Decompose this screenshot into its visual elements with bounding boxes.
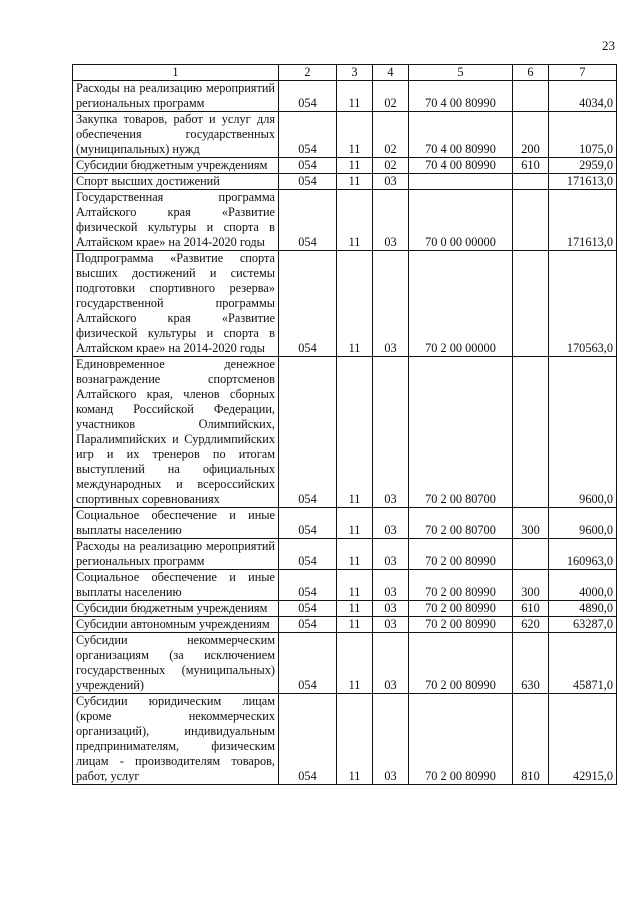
expense-type-code: 300 [513,508,549,539]
expense-name: Субсидии юридическим лицам (кроме некоммерческих организаций), индивидуальным предпринимателям, физическим лицам - производителям товаров, работ, услуг [73,694,279,785]
target-article-code: 70 2 00 80990 [409,539,513,570]
target-article-code: 70 2 00 00000 [409,251,513,357]
expense-type-code: 300 [513,570,549,601]
amount: 171613,0 [549,190,617,251]
expense-type-code: 610 [513,158,549,174]
subsection-code: 02 [373,112,409,158]
expense-type-code: 810 [513,694,549,785]
target-article-code: 70 2 00 80700 [409,508,513,539]
subsection-code: 03 [373,633,409,694]
department-code: 054 [279,633,337,694]
expense-name: Субсидии автономным учреждениям [73,617,279,633]
department-code: 054 [279,601,337,617]
expense-name: Единовременное денежное вознаграждение спортсменов Алтайского края, членов сборных команд Российской Федерации, участников Олимпийских, Паралимпийских и Сурдлимпийских игр и их тренеров по итогам выступлений на официальных международных и всероссийских спортивных соревнованиях [73,357,279,508]
amount: 63287,0 [549,617,617,633]
table-row [73,694,617,785]
header-col-3: 3 [337,65,373,81]
section-code: 11 [337,570,373,601]
expense-type-code: 200 [513,112,549,158]
amount: 160963,0 [549,539,617,570]
target-article-code: 70 2 00 80990 [409,694,513,785]
table-row [73,357,617,508]
department-code: 054 [279,357,337,508]
expense-name: Расходы на реализацию мероприятий региональных программ [73,81,279,112]
table-row [73,601,617,617]
amount: 171613,0 [549,174,617,190]
table-row [73,112,617,158]
department-code: 054 [279,81,337,112]
expense-type-code [513,357,549,508]
expense-name: Подпрограмма «Развитие спорта высших достижений и системы подготовки спортивного резерва» государственной программы Алтайского края «Развитие физической культуры и спорта в Алтайском крае» на 2014-2020 годы [73,251,279,357]
amount: 2959,0 [549,158,617,174]
amount: 170563,0 [549,251,617,357]
department-code: 054 [279,570,337,601]
table-row [73,570,617,601]
department-code: 054 [279,694,337,785]
expense-name: Социальное обеспечение и иные выплаты населению [73,508,279,539]
target-article-code: 70 4 00 80990 [409,158,513,174]
subsection-code: 03 [373,174,409,190]
section-code: 11 [337,539,373,570]
expense-name: Субсидии бюджетным учреждениям [73,601,279,617]
subsection-code: 03 [373,539,409,570]
subsection-code: 03 [373,570,409,601]
section-code: 11 [337,112,373,158]
section-code: 11 [337,508,373,539]
expense-name: Субсидии бюджетным учреждениям [73,158,279,174]
section-code: 11 [337,617,373,633]
expense-type-code [513,539,549,570]
header-col-5: 5 [409,65,513,81]
section-code: 11 [337,694,373,785]
target-article-code: 70 4 00 80990 [409,112,513,158]
expense-type-code: 630 [513,633,549,694]
subsection-code: 03 [373,601,409,617]
amount: 4890,0 [549,601,617,617]
department-code: 054 [279,617,337,633]
subsection-code: 03 [373,251,409,357]
section-code: 11 [337,190,373,251]
table-row [73,81,617,112]
expense-name: Социальное обеспечение и иные выплаты населению [73,570,279,601]
subsection-code: 03 [373,694,409,785]
section-code: 11 [337,357,373,508]
table-row [73,633,617,694]
subsection-code: 03 [373,617,409,633]
table-row [73,190,617,251]
header-col-2: 2 [279,65,337,81]
amount: 45871,0 [549,633,617,694]
expense-type-code [513,190,549,251]
header-col-1: 1 [73,65,279,81]
department-code: 054 [279,174,337,190]
expense-name: Спорт высших достижений [73,174,279,190]
subsection-code: 03 [373,357,409,508]
header-col-6: 6 [513,65,549,81]
table-row [73,508,617,539]
section-code: 11 [337,174,373,190]
department-code: 054 [279,190,337,251]
expense-type-code: 610 [513,601,549,617]
department-code: 054 [279,251,337,357]
expense-name: Субсидии некоммерческим организациям (за исключением государственных (муниципальных) учреждений) [73,633,279,694]
budget-table [72,64,617,785]
expense-name: Расходы на реализацию мероприятий региональных программ [73,539,279,570]
target-article-code: 70 4 00 80990 [409,81,513,112]
table-row [73,617,617,633]
expense-type-code: 620 [513,617,549,633]
amount: 9600,0 [549,508,617,539]
department-code: 054 [279,508,337,539]
target-article-code: 70 2 00 80700 [409,357,513,508]
target-article-code: 70 2 00 80990 [409,617,513,633]
amount: 9600,0 [549,357,617,508]
table-row [73,174,617,190]
expense-name: Закупка товаров, работ и услуг для обеспечения государственных (муниципальных) нужд [73,112,279,158]
department-code: 054 [279,112,337,158]
subsection-code: 02 [373,158,409,174]
section-code: 11 [337,81,373,112]
header-col-7: 7 [549,65,617,81]
table-row [73,539,617,570]
section-code: 11 [337,158,373,174]
subsection-code: 02 [373,81,409,112]
header-row [73,65,617,81]
department-code: 054 [279,158,337,174]
page-number: 23 [602,38,615,53]
table-row [73,251,617,357]
target-article-code: 70 2 00 80990 [409,570,513,601]
section-code: 11 [337,251,373,357]
header-col-4: 4 [373,65,409,81]
amount: 1075,0 [549,112,617,158]
section-code: 11 [337,601,373,617]
subsection-code: 03 [373,190,409,251]
target-article-code [409,174,513,190]
amount: 42915,0 [549,694,617,785]
amount: 4000,0 [549,570,617,601]
target-article-code: 70 2 00 80990 [409,601,513,617]
expense-name: Государственная программа Алтайского края «Развитие физической культуры и спорта в Алтайском крае» на 2014-2020 годы [73,190,279,251]
expense-type-code [513,251,549,357]
table-row [73,158,617,174]
target-article-code: 70 2 00 80990 [409,633,513,694]
target-article-code: 70 0 00 00000 [409,190,513,251]
section-code: 11 [337,633,373,694]
department-code: 054 [279,539,337,570]
expense-type-code [513,81,549,112]
subsection-code: 03 [373,508,409,539]
amount: 4034,0 [549,81,617,112]
expense-type-code [513,174,549,190]
